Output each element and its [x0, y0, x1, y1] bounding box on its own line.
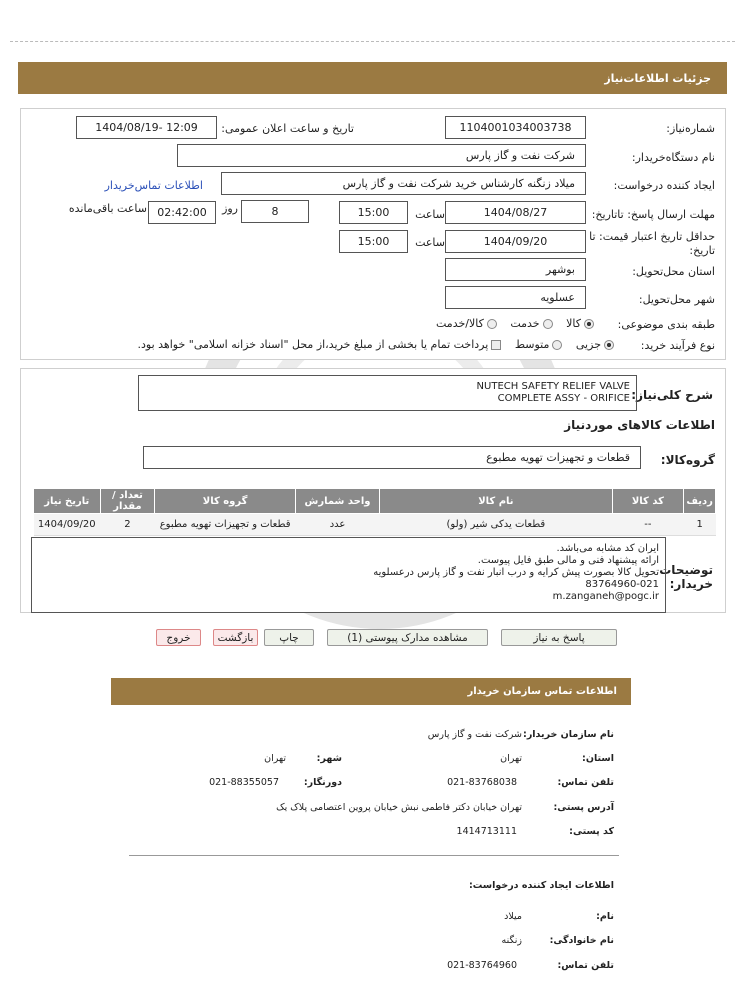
province-field: بوشهر — [445, 258, 586, 281]
col-row: ردیف — [684, 489, 716, 514]
phone-value: 021-83768038 — [447, 777, 517, 788]
note-line: ارائه پیشنهاد فنی و مالی طبق فایل پیوست. — [477, 555, 659, 566]
validity-label: حداقل تاریخ اعتبار قیمت: تا تاریخ: — [589, 230, 715, 257]
note-line: 83764960-021 — [585, 579, 659, 590]
announce-field: 1404/08/19- 12:09 — [76, 116, 217, 139]
province-value: تهران — [500, 753, 522, 764]
radio-goods-label: کالا — [566, 317, 581, 330]
province-label: استان محل‌تحویل: — [632, 265, 715, 278]
contact-header — [111, 678, 631, 705]
exit-button[interactable]: خروج — [156, 629, 201, 646]
print-button[interactable]: چاپ — [264, 629, 314, 646]
details-header — [18, 62, 727, 94]
category-radios — [436, 317, 597, 330]
contact-title: اطلاعات تماس سازمان خریدار — [467, 686, 617, 697]
radio-medium[interactable] — [552, 340, 562, 350]
need-number-label: شماره‌نیاز: — [666, 122, 715, 135]
col-unit: واحد شمارش — [295, 489, 379, 514]
deadline-time-label: ساعت — [415, 208, 445, 221]
cphone-label: تلفن تماس: — [557, 960, 614, 971]
col-group: گروه کالا — [155, 489, 295, 514]
name-label: نام: — [596, 911, 614, 922]
cell-qty: 2 — [100, 514, 155, 536]
reply-button[interactable]: پاسخ به نیاز — [501, 629, 617, 646]
col-qty: تعداد / مقدار — [100, 489, 155, 514]
city-label: شهر: — [316, 753, 342, 764]
summary-label: شرح کلی‌نیاز: — [631, 388, 713, 402]
province-label: استان: — [582, 753, 614, 764]
radio-minor[interactable] — [604, 340, 614, 350]
postal-value: 1414713111 — [456, 826, 517, 837]
panel-title: جزئیات اطلاعات‌نیاز — [604, 71, 711, 85]
table-row — [34, 514, 716, 536]
fax-label: دورنگار: — [303, 777, 342, 788]
cell-row: 1 — [684, 514, 716, 536]
announce-label: تاریخ و ساعت اعلان عمومی: — [221, 122, 354, 135]
cell-unit: عدد — [295, 514, 379, 536]
radio-medium-label: متوسط — [514, 338, 550, 351]
deadline-time-field: 15:00 — [339, 201, 408, 224]
creator-field: میلاد زنگنه کارشناس خرید شرکت نفت و گاز پارس — [221, 172, 586, 195]
validity-date-field: 1404/09/20 — [445, 230, 586, 253]
city-value: تهران — [264, 753, 286, 764]
cell-date: 1404/09/20 — [34, 514, 101, 536]
summary-line-1: NUTECH SAFETY RELIEF VALVE — [476, 381, 630, 392]
days-field: 8 — [241, 200, 309, 223]
city-field: عسلویه — [445, 286, 586, 309]
payment-note: پرداخت تمام یا بخشی از مبلغ خرید،از محل "اسناد خزانه اسلامی" خواهد بود. — [137, 338, 489, 351]
address-label: آدرس پستی: — [553, 802, 614, 813]
org-value: شرکت نفت و گاز پارس — [427, 729, 522, 740]
group-field: قطعات و تجهیزات تهویه مطبوع — [143, 446, 641, 469]
notes-box — [31, 537, 666, 613]
back-button[interactable]: بازگشت — [213, 629, 258, 646]
days-label: روز — [222, 202, 238, 215]
cell-name: قطعات یدکی شیر (ولو) — [380, 514, 612, 536]
cell-group: قطعات و تجهیزات تهویه مطبوع — [155, 514, 295, 536]
attachments-button[interactable]: مشاهده مدارک پیوستی (1) — [327, 629, 488, 646]
group-label: گروه‌کالا: — [660, 453, 715, 467]
items-table — [33, 488, 716, 536]
name-value: میلاد — [504, 911, 522, 922]
buyer-contact-link[interactable]: اطلاعات تماس‌خریدار — [104, 179, 203, 192]
col-name: نام کالا — [380, 489, 612, 514]
radio-minor-label: جزیی — [575, 338, 601, 351]
family-label: نام خانوادگی: — [549, 935, 614, 946]
fax-value: 021-88355057 — [209, 777, 279, 788]
postal-label: کد پستی: — [569, 826, 614, 837]
creator-title: اطلاعات ایجاد کننده درخواست: — [468, 880, 614, 891]
city-label: شهر محل‌تحویل: — [638, 293, 715, 306]
remaining-label: ساعت باقی‌مانده — [68, 202, 147, 215]
cell-code: -- — [612, 514, 684, 536]
notes-label: توضیحات خریدار: — [659, 563, 713, 591]
validity-time-label: ساعت — [415, 236, 445, 249]
cphone-value: 021-83764960 — [447, 960, 517, 971]
deadline-label: مهلت ارسال پاسخ: تاتاریخ: — [591, 208, 715, 221]
goods-info-label: اطلاعات کالاهای موردنیاز — [564, 418, 715, 432]
col-code: کد کالا — [612, 489, 684, 514]
radio-goods-service-label: کالا/خدمت — [436, 317, 484, 330]
radio-service[interactable] — [543, 319, 553, 329]
buyer-org-field: شرکت نفت و گاز پارس — [177, 144, 586, 167]
category-label: طبقه بندی موضوعی: — [617, 318, 715, 331]
contact-divider — [129, 855, 619, 856]
address-value: تهران خیابان دکتر فاطمی نبش خیابان پروین اعتصامی پلاک یک — [276, 802, 522, 813]
note-line: تحویل کالا بصورت پیش کرایه و درب انبار نفت و گاز پارس درعسلویه — [373, 567, 659, 578]
family-value: زنگنه — [501, 935, 522, 946]
summary-box — [138, 375, 637, 411]
top-divider — [10, 41, 735, 42]
org-label: نام سازمان خریدار: — [523, 729, 614, 740]
radio-goods-service[interactable] — [487, 319, 497, 329]
need-number-field: 1104001034003738 — [445, 116, 586, 139]
process-label: نوع فرآیند خرید: — [640, 339, 715, 352]
table-header-row — [34, 489, 716, 514]
summary-line-2: COMPLETE ASSY - ORIFICE — [497, 393, 630, 404]
validity-time-field: 15:00 — [339, 230, 408, 253]
remaining-field: 02:42:00 — [148, 201, 216, 224]
col-dates: تاریخ نیاز — [34, 489, 101, 514]
deadline-date-field: 1404/08/27 — [445, 201, 586, 224]
phone-label: تلفن تماس: — [557, 777, 614, 788]
creator-label: ایجاد کننده درخواست: — [613, 179, 715, 192]
buyer-org-label: نام دستگاه‌خریدار: — [631, 151, 715, 164]
treasury-checkbox[interactable] — [491, 340, 501, 350]
process-radios — [138, 338, 617, 351]
radio-service-label: خدمت — [510, 317, 540, 330]
note-line: ایران کد مشابه می‌باشد. — [556, 543, 659, 554]
note-line: m.zanganeh@pogc.ir — [552, 591, 659, 602]
radio-goods[interactable] — [584, 319, 594, 329]
